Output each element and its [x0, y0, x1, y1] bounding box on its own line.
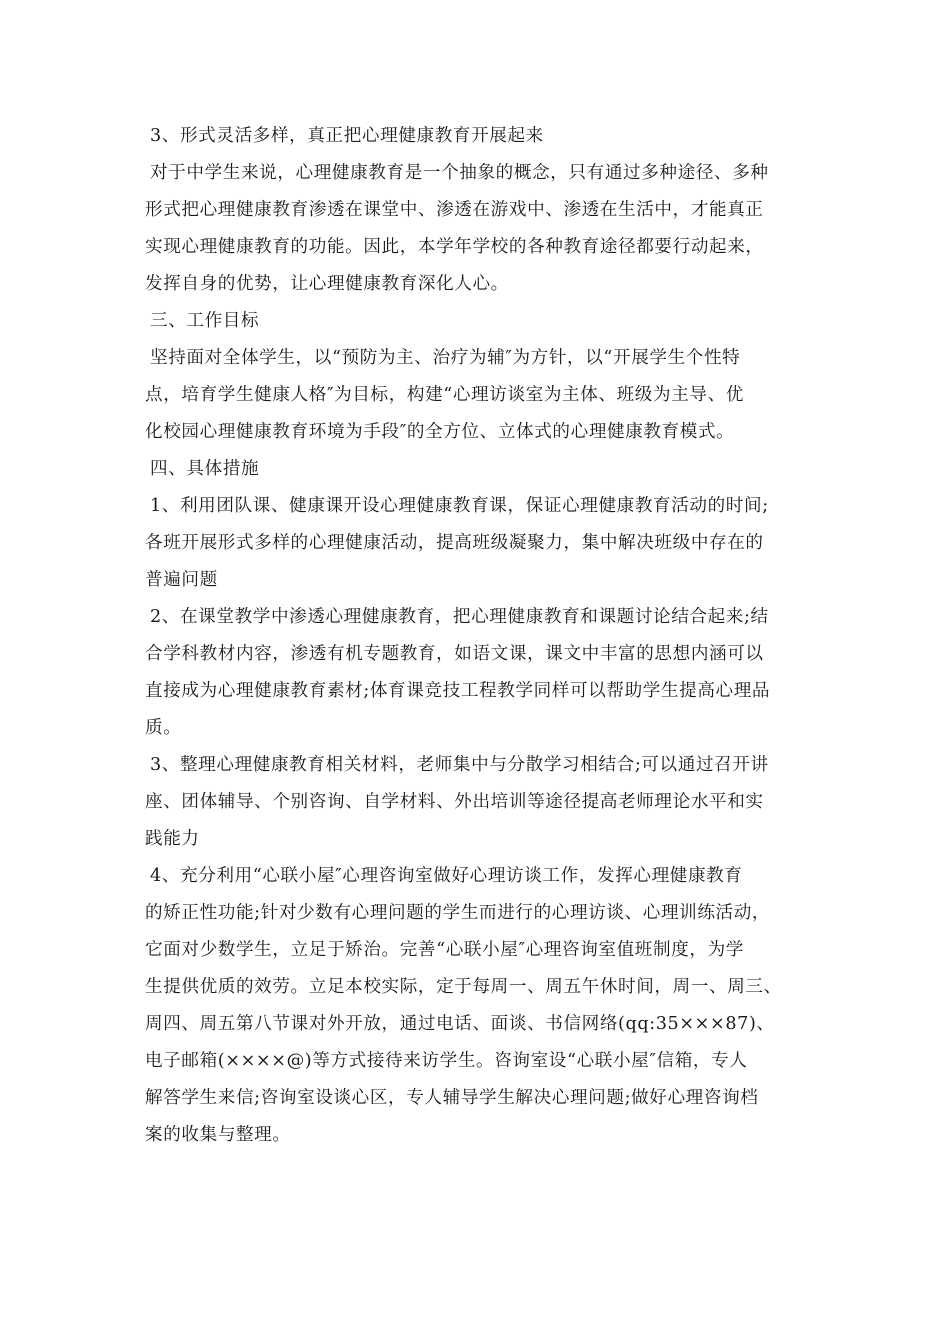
- paragraph-line: 案的收集与整理。: [145, 1125, 291, 1145]
- paragraph-line: 周四、周五第八节课对外开放，通过电话、面谈、书信网络(qq:35×××87)、: [145, 1014, 775, 1034]
- paragraph-line: 化校园心理健康教育环境为手段″的全方位、立体式的心理健康教育模式。: [145, 422, 735, 442]
- paragraph-line: 合学科教材内容，渗透有机专题教育，如语文课，课文中丰富的思想内涵可以: [145, 644, 764, 664]
- paragraph-line: 对于中学生来说，心理健康教育是一个抽象的概念，只有通过多种途径、多种: [150, 163, 769, 183]
- section-heading: 3、形式灵活多样，真正把心理健康教育开展起来: [150, 126, 544, 146]
- paragraph-line: 形式把心理健康教育渗透在课堂中、渗透在游戏中、渗透在生活中，才能真正: [145, 200, 764, 220]
- paragraph-line: 1、利用团队课、健康课开设心理健康教育课，保证心理健康教育活动的时间;: [150, 496, 769, 516]
- paragraph-line: 践能力: [145, 829, 200, 849]
- paragraph-line: 普遍问题: [145, 570, 218, 590]
- paragraph-line: 座、团体辅导、个别咨询、自学材料、外出培训等途径提高老师理论水平和实: [145, 792, 764, 812]
- paragraph-line: 的矫正性功能;针对少数有心理问题的学生而进行的心理访谈、心理训练活动，: [145, 903, 771, 923]
- paragraph-line: 2、在课堂教学中渗透心理健康教育，把心理健康教育和课题讨论结合起来;结: [150, 607, 769, 627]
- section-heading: 三、工作目标: [150, 311, 260, 331]
- paragraph-line: 发挥自身的优势，让心理健康教育深化人心。: [145, 274, 509, 294]
- paragraph-line: 解答学生来信;咨询室设谈心区，专人辅导学生解决心理问题;做好心理咨询档: [145, 1088, 759, 1108]
- paragraph-line: 实现心理健康教育的功能。因此，本学年学校的各种教育途径都要行动起来，: [145, 237, 764, 257]
- paragraph-line: 4、充分利用“心联小屋″心理咨询室做好心理访谈工作，发挥心理健康教育: [150, 866, 743, 886]
- paragraph-line: 直接成为心理健康教育素材;体育课竞技工程教学同样可以帮助学生提高心理品: [145, 681, 771, 701]
- paragraph-line: 各班开展形式多样的心理健康活动，提高班级凝聚力，集中解决班级中存在的: [145, 533, 764, 553]
- paragraph-line: 生提供优质的效劳。立足本校实际，定于每周一、周五午休时间，周一、周三、: [145, 977, 782, 997]
- section-heading: 四、具体措施: [150, 459, 260, 479]
- paragraph-line: 3、整理心理健康教育相关材料，老师集中与分散学习相结合;可以通过召开讲: [150, 755, 769, 775]
- paragraph-line: 它面对少数学生，立足于矫治。完善“心联小屋″心理咨询室值班制度，为学: [145, 940, 744, 960]
- paragraph-line: 质。: [145, 718, 182, 738]
- paragraph-line: 坚持面对全体学生，以“预防为主、治疗为辅″为方针，以“开展学生个性特: [150, 348, 741, 368]
- paragraph-line: 电子邮箱(××××@)等方式接待来访学生。咨询室设“心联小屋″信箱，专人: [145, 1051, 748, 1071]
- paragraph-line: 点，培育学生健康人格″为目标，构建“心理访谈室为主体、班级为主导、优: [145, 385, 744, 405]
